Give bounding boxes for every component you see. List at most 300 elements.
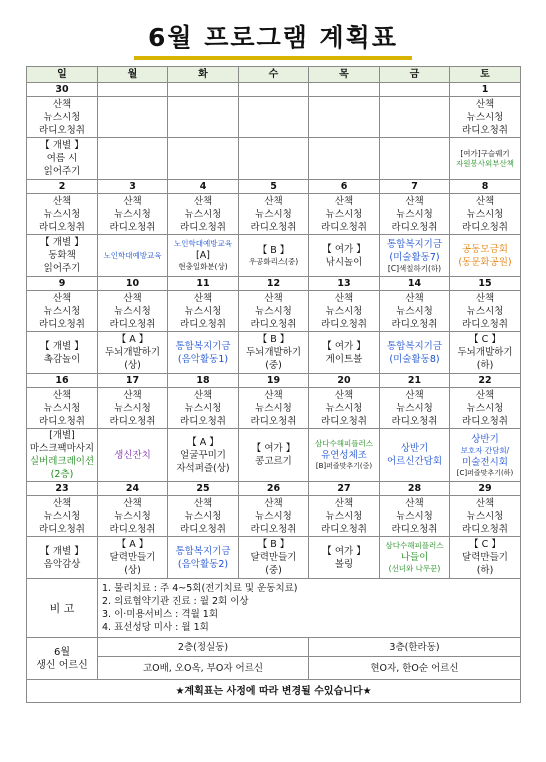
activity-item: 두뇌개발하기: [457, 347, 513, 358]
routine-item: 뉴스시청: [184, 402, 222, 414]
date-cell: 13: [309, 277, 380, 291]
routine-item: 라디오청취: [180, 523, 226, 535]
page-title: 6월 프로그램 계획표: [134, 18, 412, 60]
routine-item: 뉴스시청: [466, 510, 504, 522]
routine-cell: [98, 97, 168, 138]
activity-cell: [98, 235, 168, 277]
routine-cell: [239, 388, 309, 429]
routine-item: 라디오청취: [39, 124, 85, 136]
date-cell: 12: [239, 277, 309, 291]
activity-cell: [450, 138, 521, 180]
routine-cell: [380, 97, 450, 138]
activity-cell: [98, 332, 168, 374]
activity-cell: [239, 235, 309, 277]
date-cell: 1: [450, 83, 521, 97]
activity-cell: [380, 429, 450, 482]
activity-item: [여가]구슬꿰기: [460, 148, 510, 158]
activity-cell: [27, 429, 98, 482]
routine-item: 라디오청취: [109, 221, 156, 233]
routine-cell: [380, 388, 450, 429]
weekday-header: 월: [98, 67, 168, 83]
activity-cell: [168, 429, 239, 482]
date-cell: [309, 83, 380, 97]
calendar-body: [27, 83, 521, 703]
routine-item: 산책: [123, 389, 142, 401]
activity-cell: [27, 138, 98, 180]
routine-item: 산책: [123, 497, 142, 509]
routine-cell: [168, 194, 239, 235]
activity-item: 노인학대예방교육: [103, 250, 162, 260]
activity-cell: [168, 332, 239, 374]
date-cell: 28: [380, 482, 450, 496]
routine-row: [27, 194, 521, 235]
routine-item: 라디오청취: [39, 318, 85, 330]
routine-item: 산책: [264, 497, 283, 509]
routine-item: 산책: [264, 292, 283, 304]
routine-item: 산책: [123, 292, 142, 304]
routine-item: 라디오청취: [180, 415, 226, 427]
date-cell: 3: [98, 180, 168, 194]
activity-item: 게이트볼: [325, 353, 363, 365]
activity-item: 여름 시: [46, 153, 78, 164]
routine-item: 산책: [193, 497, 213, 509]
activity-cell: [239, 332, 309, 374]
activity-item: 【 A 】: [116, 539, 149, 550]
weekday-header: 금: [380, 67, 450, 83]
routine-cell: [450, 291, 521, 332]
activity-cell: [309, 235, 380, 277]
activity-cell: [450, 429, 521, 482]
activity-row: [27, 429, 521, 482]
routine-item: 뉴스시청: [466, 111, 504, 123]
routine-item: 라디오청취: [391, 318, 438, 330]
note-item: 3. 이·미용서비스 : 격월 1회: [102, 609, 219, 620]
routine-cell: [168, 388, 239, 429]
routine-item: 산책: [264, 195, 283, 207]
activity-item: [C]색칠하기(하): [387, 263, 442, 273]
routine-item: 산책: [405, 389, 424, 401]
date-cell: 24: [98, 482, 168, 496]
activity-cell: [450, 235, 521, 277]
activity-item: 통합복지기금: [175, 340, 231, 352]
routine-cell: [98, 194, 168, 235]
routine-row: [27, 291, 521, 332]
birthday-month: 6월: [53, 646, 71, 658]
routine-row: [27, 388, 521, 429]
date-cell: 18: [168, 374, 239, 388]
routine-item: 산책: [52, 292, 72, 304]
routine-item: 뉴스시청: [43, 510, 81, 522]
routine-item: 라디오청취: [462, 523, 508, 535]
activity-cell: [380, 138, 450, 180]
date-cell: 4: [168, 180, 239, 194]
routine-item: 뉴스시청: [325, 208, 363, 220]
activity-item: 통합복지기금: [175, 545, 231, 557]
date-row: [27, 180, 521, 194]
routine-item: 라디오청취: [180, 318, 226, 330]
date-cell: 20: [309, 374, 380, 388]
activity-item: 자석퍼즐(상): [176, 462, 230, 474]
activity-item: 【 여가 】: [322, 243, 366, 255]
date-cell: 19: [239, 374, 309, 388]
activity-item: 상반기: [471, 433, 499, 445]
routine-item: 라디오청취: [109, 318, 156, 330]
date-cell: 27: [309, 482, 380, 496]
routine-item: 산책: [475, 292, 495, 304]
activity-item: (동문화공원): [458, 256, 512, 268]
activity-item: (음악활동2): [177, 558, 229, 570]
activity-item: 우공화리스(중): [248, 257, 299, 266]
date-cell: [98, 83, 168, 97]
activity-item: [개별]: [49, 430, 75, 441]
routine-item: 라디오청취: [39, 415, 85, 427]
routine-item: 뉴스시청: [184, 510, 222, 522]
footer-notice: ★계획표는 사정에 따라 변경될 수있습니다★: [27, 680, 521, 703]
date-cell: 26: [239, 482, 309, 496]
activity-item: (상): [124, 360, 141, 371]
activity-item: 공동모금회: [462, 243, 508, 255]
routine-item: 산책: [193, 292, 213, 304]
routine-item: 산책: [193, 389, 213, 401]
routine-cell: [450, 496, 521, 537]
routine-cell: [98, 388, 168, 429]
routine-item: 뉴스시청: [114, 305, 151, 317]
activity-item: 【 C 】: [469, 334, 501, 345]
activity-item: 낚시놀이: [325, 256, 363, 268]
routine-cell: [309, 97, 380, 138]
routine-item: 라디오청취: [250, 221, 297, 233]
routine-item: 라디오청취: [109, 523, 156, 535]
routine-cell: [239, 291, 309, 332]
activity-item: (중): [265, 565, 282, 576]
routine-item: 산책: [475, 98, 495, 110]
routine-item: 뉴스시청: [114, 208, 151, 220]
routine-item: 뉴스시청: [466, 305, 504, 317]
routine-item: 뉴스시청: [466, 208, 504, 220]
activity-row: [27, 332, 521, 374]
activity-item: 【 개별 】: [40, 237, 84, 248]
activity-item: 달력만들기: [109, 552, 156, 563]
routine-item: 라디오청취: [250, 523, 297, 535]
activity-item: 나들이: [400, 552, 429, 563]
routine-item: 뉴스시청: [396, 305, 433, 317]
routine-item: 라디오청취: [391, 415, 438, 427]
activity-cell: [309, 429, 380, 482]
activity-item: 읽어주기: [43, 263, 81, 274]
activity-item: (하): [476, 565, 494, 576]
routine-item: 산책: [334, 195, 354, 207]
routine-item: 라디오청취: [250, 415, 297, 427]
routine-item: 라디오청취: [109, 415, 156, 427]
routine-cell: [168, 291, 239, 332]
weekday-header-row: [27, 67, 521, 83]
routine-item: 라디오청취: [321, 221, 367, 233]
routine-item: 뉴스시청: [43, 208, 81, 220]
note-item: 2. 의료협약기관 진료 : 월 2회 이상: [102, 596, 249, 607]
date-cell: 30: [27, 83, 98, 97]
routine-item: 뉴스시청: [184, 305, 222, 317]
activity-cell: [309, 537, 380, 579]
routine-cell: [309, 388, 380, 429]
routine-cell: [380, 496, 450, 537]
activity-item: 【 여가 】: [251, 443, 296, 454]
date-cell: 23: [27, 482, 98, 496]
routine-cell: [450, 97, 521, 138]
routine-cell: [309, 194, 380, 235]
activity-item: 동화책: [48, 250, 76, 261]
routine-item: 라디오청취: [321, 318, 367, 330]
activity-item: 현충일화분(상): [178, 262, 228, 271]
activity-item: 통합복지기금: [386, 238, 443, 250]
activity-row: [27, 235, 521, 277]
date-row: [27, 374, 521, 388]
routine-cell: [239, 496, 309, 537]
notes-cell: [98, 579, 521, 638]
schedule-table: [26, 66, 521, 703]
date-cell: 10: [98, 277, 168, 291]
routine-item: 뉴스시청: [396, 208, 433, 220]
activity-item: 마스크팩마사지: [29, 443, 95, 454]
routine-item: 산책: [52, 497, 72, 509]
routine-item: 라디오청취: [462, 124, 508, 136]
routine-item: 뉴스시청: [184, 208, 222, 220]
activity-item: 보호자 간담회/: [460, 445, 510, 455]
activity-item: 촉감놀이: [43, 353, 81, 365]
date-cell: 6: [309, 180, 380, 194]
activity-item: 【 개별 】: [40, 140, 84, 151]
activity-item: [C]퍼즐맞추기(하): [456, 468, 514, 477]
activity-item: 두뇌개발하기: [245, 347, 302, 358]
birthday-title: 생신 어르신: [36, 659, 88, 671]
routine-item: 뉴스시청: [43, 402, 81, 414]
routine-item: 뉴스시청: [396, 510, 433, 522]
activity-item: 미술전시회: [462, 456, 508, 468]
activity-cell: [98, 429, 168, 482]
activity-item: 삼다수해피플러스: [385, 541, 444, 550]
activity-cell: [309, 332, 380, 374]
activity-item: 달력만들기: [250, 552, 297, 563]
notes-label: 비 고: [27, 579, 98, 638]
routine-item: 산책: [334, 497, 354, 509]
activity-cell: [239, 138, 309, 180]
routine-item: 라디오청취: [250, 318, 297, 330]
routine-cell: [168, 496, 239, 537]
routine-cell: [380, 194, 450, 235]
routine-cell: [27, 97, 98, 138]
activity-item: 【 B 】: [257, 334, 290, 345]
routine-item: 산책: [193, 195, 213, 207]
activity-item: (2층): [50, 469, 74, 480]
activity-cell: [168, 235, 239, 277]
activity-cell: [450, 332, 521, 374]
routine-cell: [98, 291, 168, 332]
routine-cell: [450, 194, 521, 235]
weekday-header: 화: [168, 67, 239, 83]
routine-cell: [309, 496, 380, 537]
activity-item: 【 개별 】: [40, 340, 84, 352]
routine-item: 뉴스시청: [255, 208, 292, 220]
title-wrap: [0, 18, 546, 60]
activity-item: (상): [124, 565, 141, 576]
activity-cell: [27, 332, 98, 374]
activity-item: [B]퍼즐맞추기(중): [315, 462, 373, 470]
routine-row: [27, 97, 521, 138]
floor3-label: 3층(한라동): [309, 638, 521, 657]
activity-cell: [239, 429, 309, 482]
date-cell: 5: [239, 180, 309, 194]
activity-cell: [309, 138, 380, 180]
date-row: [27, 277, 521, 291]
floor3-names: 현O자, 한O순 어르신: [309, 657, 521, 680]
weekday-header: 토: [450, 67, 521, 83]
activity-cell: [98, 537, 168, 579]
routine-item: 라디오청취: [462, 221, 508, 233]
routine-item: 라디오청취: [391, 523, 438, 535]
routine-item: 뉴스시청: [396, 402, 433, 414]
date-cell: 11: [168, 277, 239, 291]
routine-cell: [450, 388, 521, 429]
activity-cell: [239, 537, 309, 579]
routine-item: 뉴스시청: [466, 402, 504, 414]
date-cell: 17: [98, 374, 168, 388]
routine-item: 산책: [52, 195, 72, 207]
activity-item: 상반기: [400, 443, 429, 454]
routine-cell: [27, 291, 98, 332]
activity-item: 달력만들기: [462, 552, 508, 563]
routine-cell: [309, 291, 380, 332]
date-cell: 15: [450, 277, 521, 291]
routine-cell: [380, 291, 450, 332]
activity-item: 【 B 】: [257, 539, 290, 550]
routine-item: 산책: [475, 195, 495, 207]
routine-cell: [98, 496, 168, 537]
routine-item: 산책: [334, 389, 354, 401]
activity-item: 【 여가 】: [322, 545, 366, 557]
activity-row: [27, 138, 521, 180]
date-cell: [380, 83, 450, 97]
routine-item: 산책: [475, 389, 495, 401]
date-cell: 14: [380, 277, 450, 291]
activity-item: 【 여가 】: [322, 340, 366, 352]
routine-item: 라디오청취: [180, 221, 226, 233]
activity-item: 【 B 】: [257, 245, 290, 256]
routine-cell: [27, 496, 98, 537]
routine-cell: [239, 194, 309, 235]
routine-cell: [27, 194, 98, 235]
activity-item: 볼링: [334, 558, 354, 570]
routine-item: 뉴스시청: [255, 305, 292, 317]
activity-row: [27, 537, 521, 579]
routine-item: 산책: [52, 98, 72, 110]
activity-item: 자원봉사외부산책: [456, 158, 514, 168]
routine-item: 뉴스시청: [325, 402, 363, 414]
activity-item: 【 개별 】: [40, 545, 84, 557]
routine-cell: [239, 97, 309, 138]
routine-item: 산책: [52, 389, 72, 401]
activity-item: 콩고르기: [255, 456, 292, 467]
activity-item: (하): [476, 360, 494, 371]
activity-cell: [27, 537, 98, 579]
activity-cell: [98, 138, 168, 180]
activity-item: (미술활동8): [389, 353, 440, 365]
routine-item: 라디오청취: [39, 523, 85, 535]
activity-item: 생신잔치: [114, 449, 151, 461]
activity-item: 실버레크레이션: [29, 456, 95, 467]
activity-item: (중): [265, 360, 282, 371]
date-cell: 7: [380, 180, 450, 194]
floor2-names: 고O배, 오O옥, 부O자 어르신: [98, 657, 309, 680]
routine-item: 뉴스시청: [114, 402, 151, 414]
routine-item: 산책: [475, 497, 495, 509]
routine-item: 뉴스시청: [43, 111, 81, 123]
routine-cell: [27, 388, 98, 429]
activity-item: 삼다수해피플러스: [315, 439, 373, 448]
routine-item: 산책: [334, 292, 354, 304]
weekday-header: 일: [27, 67, 98, 83]
date-cell: 25: [168, 482, 239, 496]
weekday-header: 수: [239, 67, 309, 83]
activity-cell: [380, 537, 450, 579]
activity-item: 어르신간담회: [386, 456, 443, 467]
routine-cell: [168, 97, 239, 138]
date-cell: 29: [450, 482, 521, 496]
routine-item: 뉴스시청: [255, 402, 292, 414]
date-cell: 9: [27, 277, 98, 291]
routine-item: 뉴스시청: [255, 510, 292, 522]
activity-item: (선녀와 나무꾼): [388, 564, 441, 573]
activity-item: 【 A 】: [116, 334, 149, 345]
activity-cell: [450, 537, 521, 579]
routine-item: 산책: [264, 389, 283, 401]
activity-item: 【 A 】: [187, 436, 219, 448]
activity-cell: [168, 138, 239, 180]
activity-item: (음악활동1): [177, 353, 229, 365]
routine-item: 산책: [405, 497, 424, 509]
activity-cell: [380, 235, 450, 277]
activity-cell: [168, 537, 239, 579]
routine-item: 뉴스시청: [325, 305, 363, 317]
note-item: 4. 표선성당 미사 : 월 1회: [102, 622, 209, 633]
activity-item: 읽어주기: [43, 166, 81, 177]
activity-cell: [380, 332, 450, 374]
date-cell: 22: [450, 374, 521, 388]
routine-item: 라디오청취: [321, 415, 367, 427]
date-cell: [239, 83, 309, 97]
activity-item: 노인학대예방교육: [174, 239, 232, 248]
floor2-label: 2층(정실동): [98, 638, 309, 657]
activity-item: 얼굴꾸미기: [180, 449, 226, 461]
activity-item: 유연성체조: [321, 450, 367, 461]
activity-item: [A]: [196, 250, 210, 261]
activity-cell: [27, 235, 98, 277]
activity-item: (미술활동7): [389, 251, 440, 263]
routine-item: 라디오청취: [39, 221, 85, 233]
date-cell: 21: [380, 374, 450, 388]
routine-item: 라디오청취: [321, 523, 367, 535]
activity-item: 두뇌개발하기: [104, 347, 161, 358]
date-cell: 8: [450, 180, 521, 194]
date-cell: 2: [27, 180, 98, 194]
birthday-label: [27, 638, 98, 680]
routine-item: 뉴스시청: [325, 510, 363, 522]
routine-item: 뉴스시청: [114, 510, 151, 522]
routine-item: 산책: [123, 195, 142, 207]
routine-item: 라디오청취: [462, 318, 508, 330]
weekday-header: 목: [309, 67, 380, 83]
date-row: [27, 83, 521, 97]
activity-item: 【 C 】: [469, 539, 501, 550]
routine-item: 라디오청취: [462, 415, 508, 427]
